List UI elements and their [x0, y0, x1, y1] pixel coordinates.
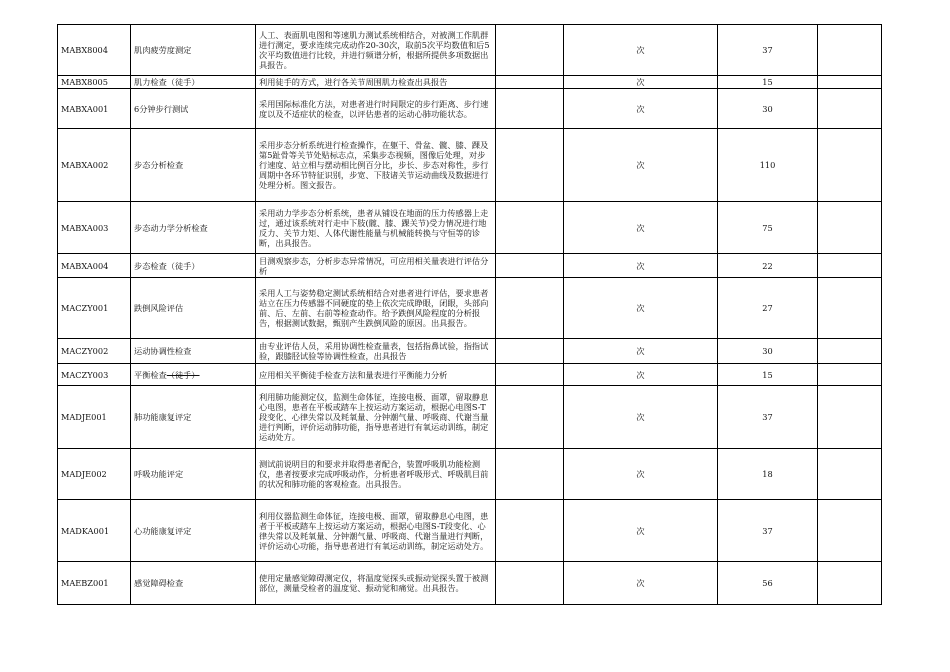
fee-schedule-table	[57, 24, 882, 605]
item-description[interactable]: 利用徒手的方式，进行各关节周围肌力检查出具报告	[256, 76, 496, 89]
table-row[interactable]	[58, 386, 882, 449]
item-code[interactable]: MABXA001	[58, 89, 131, 129]
item-description[interactable]: 采用人工与姿势稳定测试系统相结合对患者进行评估，要求患者站立在压力传感器不同硬度的垫上依次完成睁眼，闭眼，头部向前、后、左前、右前等检查动作。给予跌倒风险程度的分析报告，根据测试数据，甄别产生跌倒风险的原因。出具报告。	[256, 278, 496, 339]
item-description[interactable]: 由专业评估人员，采用协调性检查量表，包括指鼻试验，指指试验，跟膝胫试验等协调性检查，出具报告	[256, 339, 496, 364]
blank-cell[interactable]	[818, 129, 882, 202]
blank-cell[interactable]	[496, 129, 564, 202]
item-price[interactable]: 37	[718, 500, 818, 562]
table-row[interactable]	[58, 562, 882, 605]
blank-cell[interactable]	[818, 562, 882, 605]
item-name-text: 平衡检查	[134, 369, 167, 380]
blank-cell[interactable]	[818, 76, 882, 89]
item-unit[interactable]: 次	[564, 339, 718, 364]
item-price[interactable]: 18	[718, 449, 818, 500]
item-description[interactable]: 利用肺功能测定仪，监测生命体征，连接电极、面罩，留取静息心电图，患者在平板或踏车上按运动方案运动，根据心电图S-T段变化、心律失常以及耗氧量、分钟潮气量、呼吸商、代谢当量进行判断，评价运动肺功能，指导患者进行有氧运动训练，制定运动处方。	[256, 386, 496, 449]
item-name[interactable]: 步态分析检查	[131, 129, 256, 202]
item-name[interactable]: 6分钟步行测试	[131, 89, 256, 129]
item-name-struck-text: （徒手）	[166, 369, 200, 380]
item-description[interactable]: 目测观察步态，分析步态异常情况，可应用相关量表进行评估分析	[256, 254, 496, 278]
item-price[interactable]: 15	[718, 76, 818, 89]
blank-cell[interactable]	[818, 25, 882, 76]
item-code[interactable]: MADKA001	[58, 500, 131, 562]
blank-cell[interactable]	[818, 339, 882, 364]
item-unit[interactable]: 次	[564, 500, 718, 562]
item-price[interactable]: 110	[718, 129, 818, 202]
item-unit[interactable]: 次	[564, 25, 718, 76]
item-name[interactable]: 肌力检查（徒手）	[131, 76, 256, 89]
item-code[interactable]: MABXA004	[58, 254, 131, 278]
item-description[interactable]: 采用国际标准化方法，对患者进行时间限定的步行距离、步行速度以及不适症状的检查，以评估患者的运动心肺功能状态。	[256, 89, 496, 129]
item-name[interactable]: 肌肉疲劳度测定	[131, 25, 256, 76]
item-name[interactable]: 运动协调性检查	[131, 339, 256, 364]
item-name[interactable]: 感觉障碍检查	[131, 562, 256, 605]
blank-cell[interactable]	[496, 500, 564, 562]
blank-cell[interactable]	[496, 449, 564, 500]
item-unit[interactable]: 次	[564, 386, 718, 449]
item-unit[interactable]: 次	[564, 129, 718, 202]
blank-cell[interactable]	[818, 202, 882, 254]
table-row[interactable]	[58, 129, 882, 202]
blank-cell[interactable]	[496, 386, 564, 449]
table-row[interactable]	[58, 254, 882, 278]
blank-cell[interactable]	[496, 76, 564, 89]
item-code[interactable]: MABXA002	[58, 129, 131, 202]
blank-cell[interactable]	[818, 364, 882, 386]
table-row[interactable]	[58, 278, 882, 339]
table-row[interactable]	[58, 449, 882, 500]
blank-cell[interactable]	[818, 449, 882, 500]
blank-cell[interactable]	[496, 364, 564, 386]
item-name[interactable]: 步态检查（徒手）	[131, 254, 256, 278]
table-row[interactable]	[58, 89, 882, 129]
item-description[interactable]: 利用仪器监测生命体征，连接电极、面罩，留取静息心电图，患者于平板或踏车上按运动方案运动，根据心电图S-T段变化、心律失常以及耗氧量、分钟潮气量、呼吸商、代谢当量进行判断，评价运动心功能，指导患者进行有氧运动训练，制定运动处方。	[256, 500, 496, 562]
item-price[interactable]: 37	[718, 386, 818, 449]
table-row[interactable]	[58, 500, 882, 562]
item-name[interactable]	[131, 364, 256, 386]
item-price[interactable]: 15	[718, 364, 818, 386]
item-code[interactable]: MACZY001	[58, 278, 131, 339]
blank-cell[interactable]	[496, 202, 564, 254]
item-unit[interactable]: 次	[564, 254, 718, 278]
item-description[interactable]: 使用定量感觉障碍测定仪，将温度觉探头或振动觉探头置于被测部位，测量受检者的温度觉、振动觉和痛觉。出具报告。	[256, 562, 496, 605]
item-description[interactable]: 测试前说明目的和要求并取得患者配合，装置呼吸肌功能检测仪，患者按要求完成呼吸动作，分析患者呼吸形式、呼吸肌目前的状况和肺功能的客观检查。出具报告。	[256, 449, 496, 500]
table-row[interactable]	[58, 76, 882, 89]
item-code[interactable]: MACZY002	[58, 339, 131, 364]
blank-cell[interactable]	[818, 500, 882, 562]
item-code[interactable]: MAEBZ001	[58, 562, 131, 605]
item-price[interactable]: 37	[718, 25, 818, 76]
blank-cell[interactable]	[818, 386, 882, 449]
table-row[interactable]	[58, 339, 882, 364]
table-body	[58, 25, 882, 605]
item-price[interactable]: 22	[718, 254, 818, 278]
blank-cell[interactable]	[818, 254, 882, 278]
item-code[interactable]: MADJE002	[58, 449, 131, 500]
item-unit[interactable]: 次	[564, 449, 718, 500]
item-name[interactable]: 肺功能康复评定	[131, 386, 256, 449]
blank-cell[interactable]	[496, 562, 564, 605]
item-code[interactable]: MABX8005	[58, 76, 131, 89]
item-price[interactable]: 75	[718, 202, 818, 254]
item-price[interactable]: 56	[718, 562, 818, 605]
item-description[interactable]: 应用相关平衡徒手检查方法和量表进行平衡能力分析	[256, 364, 496, 386]
item-price[interactable]: 27	[718, 278, 818, 339]
item-name[interactable]: 心功能康复评定	[131, 500, 256, 562]
item-description[interactable]: 采用动力学步态分析系统，患者从铺设在地面的压力传感器上走过，通过该系统对行走中下肢(髋、膝、踝关节)受力情况进行地反力、关节力矩、人体代谢性能量与机械能转换与守恒等的诊断，出具报告。	[256, 202, 496, 254]
item-code[interactable]: MACZY003	[58, 364, 131, 386]
table-row[interactable]	[58, 202, 882, 254]
item-unit[interactable]: 次	[564, 364, 718, 386]
item-code[interactable]: MABX8004	[58, 25, 131, 76]
item-name[interactable]: 呼吸功能评定	[131, 449, 256, 500]
item-description[interactable]: 人工、表面肌电图和等速肌力测试系统相结合，对被测工作肌群进行测定，要求连续完成动作20-30次，取前5次平均数值和后5次平均数值进行比较，并进行频谱分析，根据所提供多项数据出具报告。	[256, 25, 496, 76]
blank-cell[interactable]	[496, 339, 564, 364]
item-unit[interactable]: 次	[564, 76, 718, 89]
blank-cell[interactable]	[496, 89, 564, 129]
item-unit[interactable]: 次	[564, 202, 718, 254]
table-row[interactable]	[58, 25, 882, 76]
item-price[interactable]: 30	[718, 89, 818, 129]
table-row[interactable]	[58, 364, 882, 386]
item-description[interactable]: 采用步态分析系统进行检查操作，在躯干、骨盆、髋、膝、踝及第5趾骨等关节处贴标志点，采集步态视频，图像后处理，对步行速度、站立相与摆动相比例百分比，步长、步态对称性，步行周期中各环节特征识别，步宽、下肢诸关节运动曲线及数据进行处理分析。图文报告。	[256, 129, 496, 202]
blank-cell[interactable]	[496, 254, 564, 278]
item-name[interactable]: 步态动力学分析检查	[131, 202, 256, 254]
item-price[interactable]: 30	[718, 339, 818, 364]
item-code[interactable]: MADJE001	[58, 386, 131, 449]
item-unit[interactable]: 次	[564, 562, 718, 605]
blank-cell[interactable]	[496, 278, 564, 339]
item-unit[interactable]: 次	[564, 278, 718, 339]
blank-cell[interactable]	[496, 25, 564, 76]
item-code[interactable]: MABXA003	[58, 202, 131, 254]
item-unit[interactable]: 次	[564, 89, 718, 129]
blank-cell[interactable]	[818, 278, 882, 339]
item-name[interactable]: 跌倒风险评估	[131, 278, 256, 339]
blank-cell[interactable]	[818, 89, 882, 129]
